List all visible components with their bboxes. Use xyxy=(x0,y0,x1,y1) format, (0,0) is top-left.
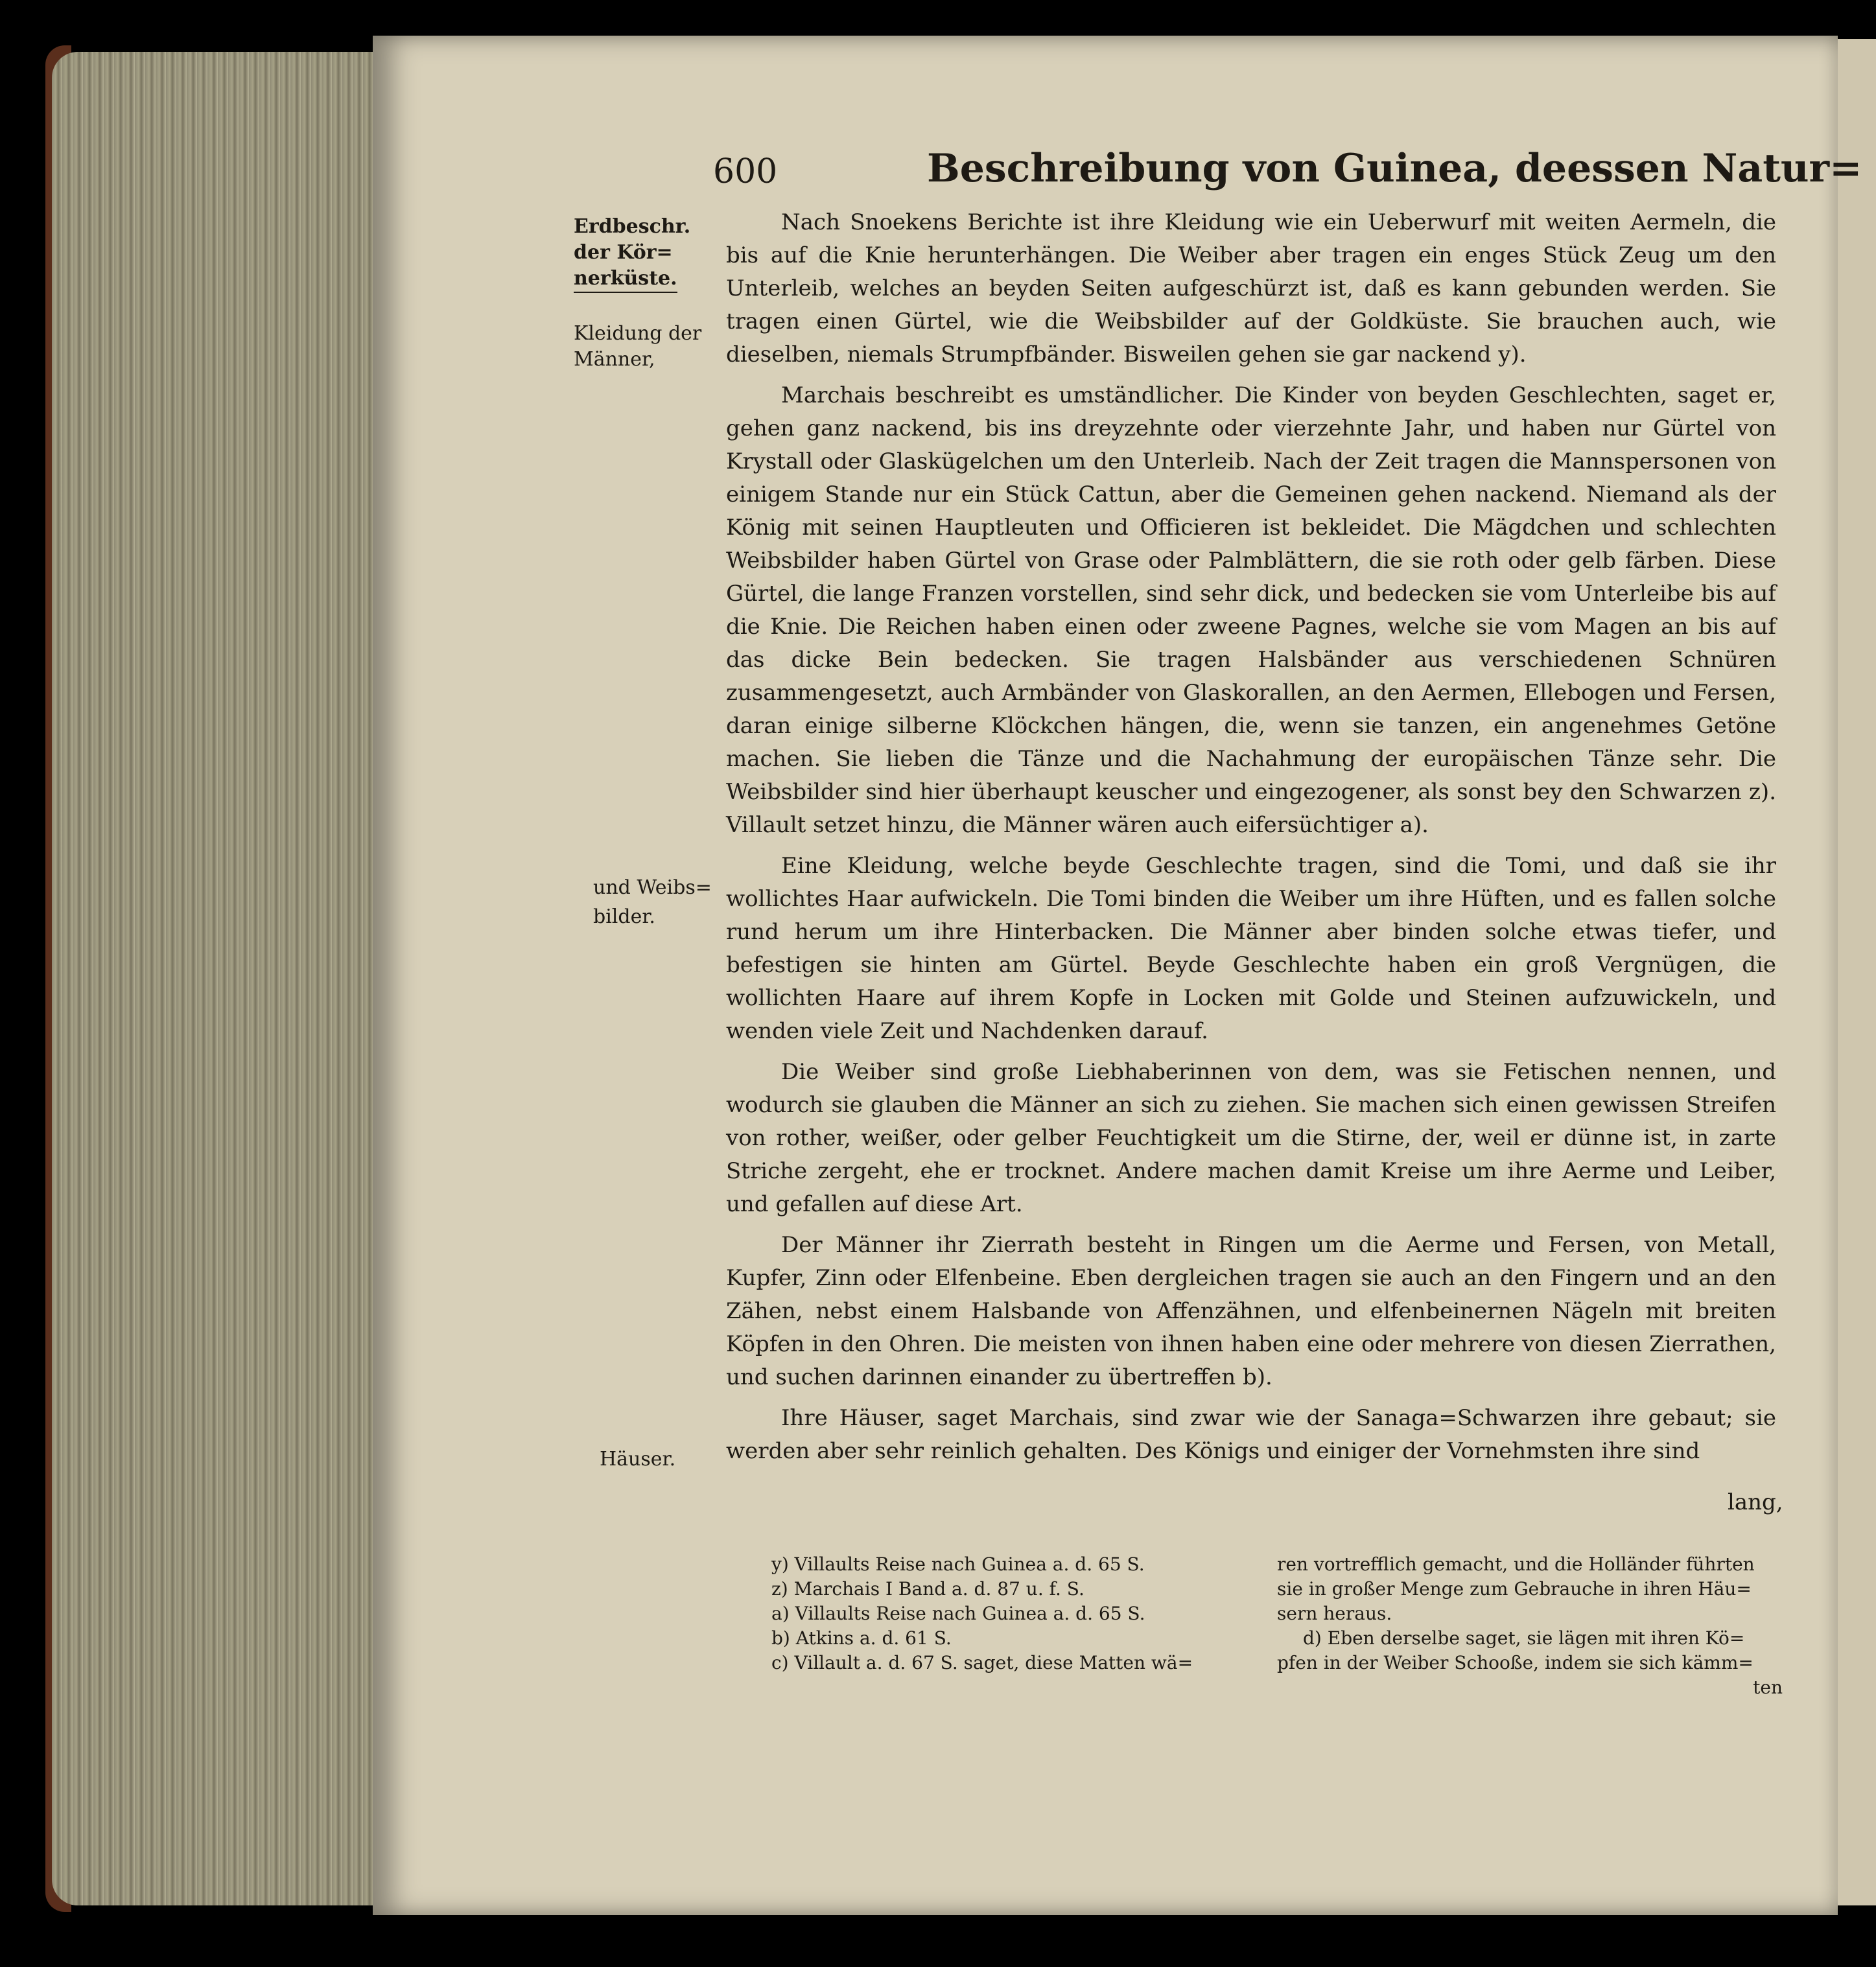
margin-note: nerküste. xyxy=(574,266,677,293)
paragraph: Nach Snoekens Berichte ist ihre Kleidung wie ein Ueberwurf mit weiten Aermeln, die bis auf die Knie herunterhängen. Die Weiber aber tragen ein enges Stück Zeug um den Unterleib, welches an beyden Seiten aufgeschürzt ist, daß es kann gebunden werden. Sie tragen einen Gürtel, wie die Weibsbilder auf der Goldküste. Sie brauchen auch, wie dieselben, niemals Strumpfbänder. Bisweilen gehen sie gar nackend y). xyxy=(726,209,1776,367)
footnote: a) Villaults Reise nach Guinea a. d. 65 S. xyxy=(771,1603,1145,1624)
margin-note: Männer, xyxy=(574,348,655,371)
page-number: 600 xyxy=(713,152,778,191)
footnotes-left-column xyxy=(771,1552,1264,1675)
footnote-line: pfen in der Weiber Schooße, indem sie sich kämm= xyxy=(1277,1652,1753,1673)
footnote-line: d) Eben derselbe saget, sie lägen mit ihren Kö= xyxy=(1303,1627,1745,1649)
paragraph: Die Weiber sind große Liebhaberinnen von dem, was sie Fetischen nennen, und wodurch sie glauben die Männer an sich zu ziehen. Sie machen sich einen gewissen Streifen von rother, weißer, oder gelber Feuchtigkeit um die Stirne, der, weil er dünne ist, in zarte Striche zergeht, ehe er trocknet. Andere machen damit Kreise um ihre Aerme und Leiber, und gefallen auf diese Art. xyxy=(726,1059,1776,1217)
margin-note: Häuser. xyxy=(600,1448,676,1471)
footnote-line: sie in großer Menge zum Gebrauche in ihren Häu= xyxy=(1277,1578,1752,1600)
footnotes xyxy=(771,1552,1783,1721)
footnote-line: ren vortrefflich gemacht, und die Holländer führten xyxy=(1277,1554,1755,1575)
body-text xyxy=(726,206,1776,1468)
footnote: b) Atkins a. d. 61 S. xyxy=(771,1627,952,1649)
paragraph: Eine Kleidung, welche beyde Geschlechte tragen, sind die Tomi, und daß sie ihr wollichtes Haar aufwickeln. Die Tomi binden die Weiber um ihre Hüften, und es fallen solche rund herum um ihre Hinterbacken. Die Männer aber binden solche etwas tiefer, und befestigen sie hinten am Gürtel. Beyde Geschlechte haben ein groß Vergnügen, die wollichten Haare auf ihrem Kopfe in Locken mit Golde und Steinen aufzuwickeln, und wenden viele Zeit und Nachdenken darauf. xyxy=(726,853,1776,1044)
footnote-line: ten xyxy=(1753,1677,1783,1698)
margin-note: Erdbeschr. xyxy=(574,215,691,238)
margin-note: bilder. xyxy=(593,905,655,928)
footnotes-right-column xyxy=(1277,1552,1783,1700)
margin-note: Kleidung der xyxy=(574,322,702,345)
paragraph: Marchais beschreibt es umständlicher. Die Kinder von beyden Geschlechten, saget er, gehen ganz nackend, bis ins dreyzehnte oder vierzehnte Jahr, und haben nur Gürtel von Krystall oder Glaskügelchen um den Unterleib. Nach der Zeit tragen die Mannspersonen von einigem Stande nur ein Stück Cattun, aber die Gemeinen gehen nackend. Niemand als der König mit seinen Hauptleuten und Officieren ist bekleidet. Die Mägdchen und schlechten Weibsbilder haben Gürtel von Grase oder Palmblättern, die sie roth oder gelb färben. Diese Gürtel, die lange Franzen vorstellen, sind sehr dick, und bedecken sie vom Unterleibe bis auf die Knie. Die Reichen haben einen oder zweene Pagnes, welche sie vom Magen an bis auf das dicke Bein bedecken. Sie tragen Halsbänder aus verschiedenen Schnüren zusammengesetzt, auch Armbänder von Glaskorallen, an den Aermen, Ellebogen und Fersen, daran einige silberne Klöckchen hängen, die, wenn sie tanzen, ein angenehmes Getöne machen. Sie lieben die Tänze und die Nachahmung der europäischen Tänze sehr. Die Weibsbilder sind hier überhaupt keuscher und eingezogener, als sonst bey den Schwarzen z). Villault setzet hinzu, die Männer wären auch eifersüchtiger a). xyxy=(726,382,1776,838)
paragraph: Ihre Häuser, saget Marchais, sind zwar wie der Sanaga=Schwarzen ihre gebaut; sie werden aber sehr reinlich gehalten. Des Königs und einiger der Vornehmsten ihre sind xyxy=(726,1405,1776,1464)
page-block-edge xyxy=(52,52,389,1905)
footnote: z) Marchais I Band a. d. 87 u. f. S. xyxy=(771,1578,1085,1600)
margin-note: der Kör= xyxy=(574,241,673,264)
footnote: y) Villaults Reise nach Guinea a. d. 65 S. xyxy=(771,1554,1145,1575)
paragraph: Der Männer ihr Zierrath besteht in Ringen um die Aerme und Fersen, von Metall, Kupfer, Zinn oder Elfenbeine. Eben dergleichen tragen sie auch an den Fingern und an den Zähen, nebst einem Halsbande von Affenzähnen, und elfenbeinernen Nägeln mit breiten Köpfen in den Ohren. Die meisten von ihnen haben eine oder mehrere von diesen Zierrathen, und suchen darinnen einander zu übertreffen b). xyxy=(726,1232,1776,1390)
page-header xyxy=(713,146,1862,204)
catchword: lang, xyxy=(1728,1489,1783,1515)
footnote-line: sern heraus. xyxy=(1277,1603,1392,1624)
footnote: c) Villault a. d. 67 S. saget, diese Matten wä= xyxy=(771,1652,1193,1673)
facing-page-edge xyxy=(1838,39,1876,1905)
running-title: Beschreibung von Guinea, deessen Natur= xyxy=(927,146,1862,191)
margin-note: und Weibs= xyxy=(593,876,712,899)
